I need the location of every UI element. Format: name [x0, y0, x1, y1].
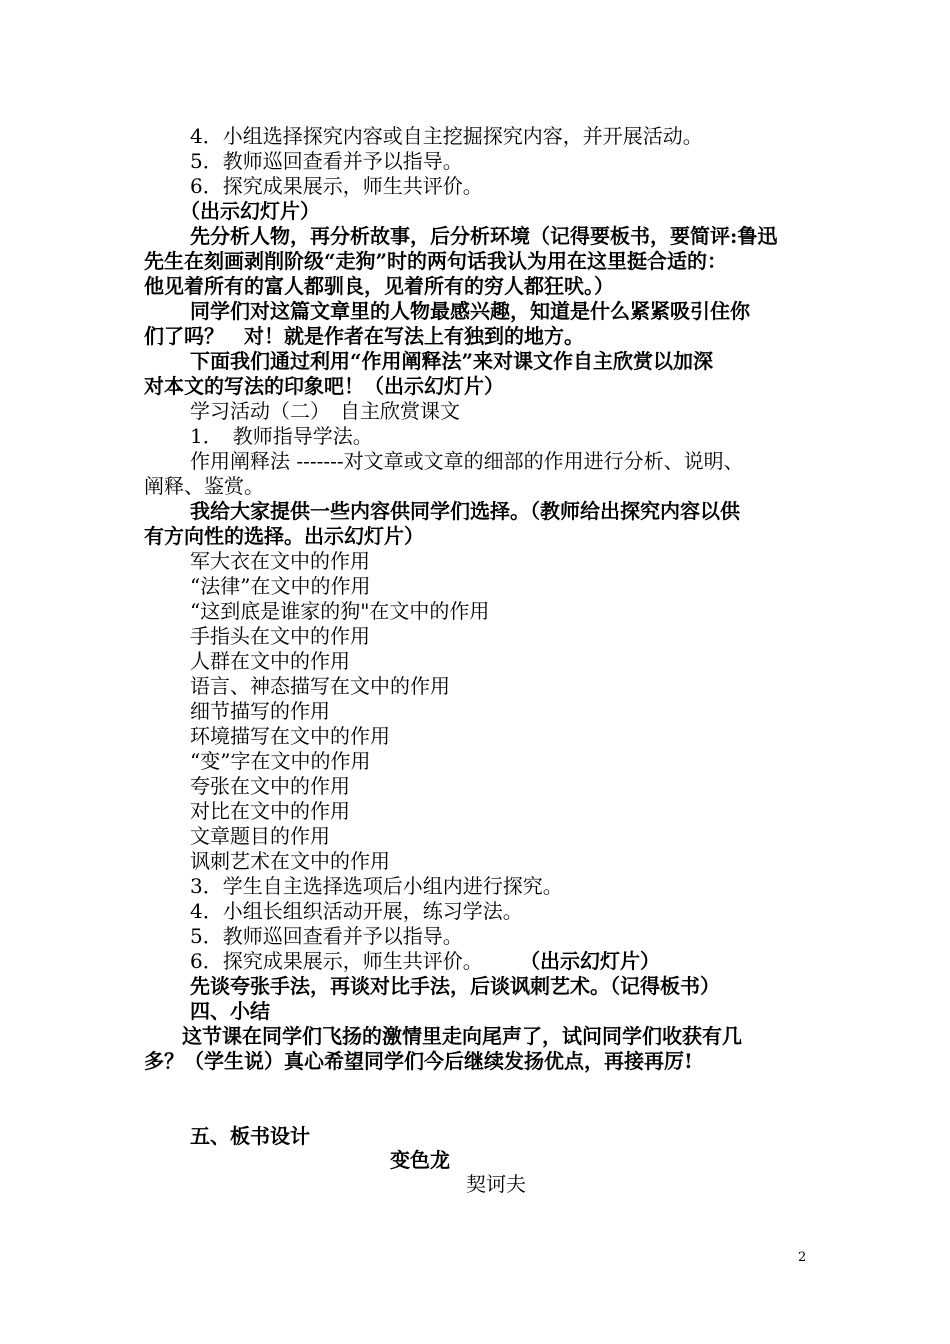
list-item: 手指头在文中的作用: [190, 624, 370, 648]
text-line: 这节课在同学们飞扬的激情里走向尾声了，试问同学们收获有几: [182, 1024, 742, 1048]
text-line: 4．小组选择探究内容或自主挖掘探究内容，并开展活动。: [190, 124, 703, 148]
text-line: 作用阐释法 -------对文章或文章的细部的作用进行分析、说明、: [190, 449, 744, 473]
text-line: 阐释、鉴赏。: [144, 474, 264, 498]
text-line: 下面我们通过利用“作用阐释法”来对课文作自主欣赏以加深: [190, 349, 714, 373]
list-item: 讽刺艺术在文中的作用: [190, 849, 390, 873]
text-line: 1． 教师指导学法。: [190, 424, 373, 448]
text-line: 们了吗？ 对！就是作者在写法上有独到的地方。: [144, 324, 584, 348]
text-line: 对本文的写法的印象吧！（出示幻灯片）: [144, 374, 504, 398]
text-line: 我给大家提供一些内容供同学们选择。（教师给出探究内容以供: [190, 499, 740, 523]
text-line: （出示幻灯片）: [520, 949, 660, 973]
section-heading: 四、小结: [190, 999, 270, 1023]
list-item: 对比在文中的作用: [190, 799, 350, 823]
section-heading: 五、板书设计: [190, 1124, 310, 1148]
list-item: 语言、神态描写在文中的作用: [190, 674, 450, 698]
text-line: 先分析人物，再分析故事，后分析环境（记得要板书，要简评:鲁迅: [190, 224, 778, 248]
page-number: 2: [798, 1250, 807, 1265]
list-item: “法律”在文中的作用: [190, 574, 371, 598]
board-author: 契诃夫: [466, 1172, 526, 1196]
text-line: 先谈夸张手法，再谈对比手法，后谈讽刺艺术。（记得板书）: [190, 974, 720, 998]
text-line: 5．教师巡回查看并予以指导。: [190, 924, 463, 948]
list-item: “变”字在文中的作用: [190, 749, 371, 773]
list-item: 夸张在文中的作用: [190, 774, 350, 798]
text-line: 多？（学生说）真心希望同学们今后继续发扬优点，再接再厉!: [144, 1049, 693, 1073]
text-line: 4．小组长组织活动开展，练习学法。: [190, 899, 523, 923]
list-item: 军大衣在文中的作用: [190, 549, 370, 573]
text-line: 6．探究成果展示，师生共评价。: [190, 174, 483, 198]
text-line: 他见着所有的富人都驯良，见着所有的穷人都狂吠。）: [144, 274, 614, 298]
list-item: 文章题目的作用: [190, 824, 330, 848]
list-item: “这到底是谁家的狗"在文中的作用: [190, 599, 490, 623]
text-line: 学习活动（二） 自主欣赏课文: [190, 399, 460, 423]
text-line: 5．教师巡回查看并予以指导。: [190, 149, 463, 173]
text-line: 先生在刻画剥削阶级“走狗”时的两句话我认为用在这里挺合适的：: [144, 249, 728, 273]
list-item: 细节描写的作用: [190, 699, 330, 723]
list-item: 环境描写在文中的作用: [190, 724, 390, 748]
text-line: 6．探究成果展示，师生共评价。: [190, 949, 483, 973]
board-title: 变色龙: [390, 1148, 450, 1172]
text-line: （出示幻灯片）: [180, 199, 320, 223]
list-item: 人群在文中的作用: [190, 649, 350, 673]
text-line: 有方向性的选择。出示幻灯片）: [144, 524, 424, 548]
text-line: 3．学生自主选择选项后小组内进行探究。: [190, 874, 563, 898]
text-line: 同学们对这篇文章里的人物最感兴趣，知道是什么紧紧吸引住你: [190, 299, 750, 323]
